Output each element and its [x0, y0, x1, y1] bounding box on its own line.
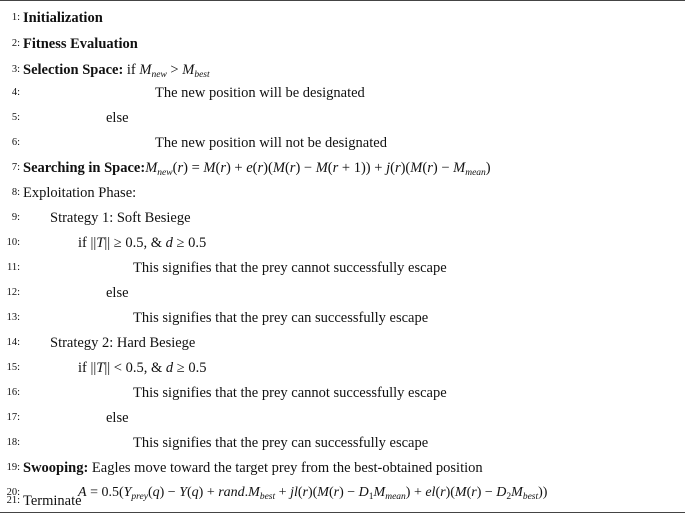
line-number: 5: — [11, 112, 20, 123]
condition-formula: ||T|| < 0.5, & d ≥ 0.5 — [90, 360, 207, 376]
keyword: if — [126, 62, 136, 78]
step-text: else — [106, 285, 129, 301]
swooping-formula: $A = 0.5(Y_{prey}(q) - Y(q)$ + $rand.M_{best} + jl(r)(M(r) - D_1M_{mean}) + el(r)(M(r) - D_2M_{best})$) — [78, 485, 548, 502]
keyword: if — [78, 235, 87, 251]
step-text: else — [106, 410, 129, 426]
step-text: Exploitation Phase: — [23, 185, 137, 201]
step-text: This signifies that the prey cannot successfully escape — [133, 260, 447, 276]
step-text: else — [106, 110, 129, 126]
line-number: 9: — [11, 212, 20, 223]
step-text: The new position will not be designated — [155, 135, 387, 151]
line-number: 19: — [6, 462, 20, 473]
line-number: 7: — [11, 162, 20, 173]
step-heading: Searching in Space: — [23, 160, 146, 176]
line-number: 14: — [6, 337, 20, 348]
step-text: This signifies that the prey can successfully escape — [133, 310, 429, 326]
line-number: 4: — [11, 87, 20, 98]
step-text: Eagles move toward the target prey from the best-obtained position — [91, 460, 483, 476]
top-rule — [0, 0, 685, 1]
condition-formula: ||T|| ≥ 0.5, & d ≥ 0.5 — [90, 235, 207, 251]
step-text: This signifies that the prey can successfully escape — [133, 435, 429, 451]
line-number: 12: — [6, 287, 20, 298]
line-number: 13: — [6, 312, 20, 323]
condition-formula: $M_{new} > M_{best}$ — [139, 62, 210, 80]
step-text: Terminate — [23, 493, 82, 509]
search-formula: $M_{new}(r) = M(r) + e(r)(M(r) - M(r + 1)) + j(r)(M(r) - M_{mean})$ — [145, 160, 491, 178]
step-heading: Selection Space: — [23, 62, 124, 78]
line-number: 17: — [6, 412, 20, 423]
step-content — [23, 457, 483, 479]
line-number: 10: — [6, 237, 20, 248]
line-number: 8: — [11, 187, 20, 198]
line-number: 2: — [11, 38, 20, 49]
line-number: 1: — [11, 12, 20, 23]
line-number: 18: — [6, 437, 20, 448]
step-content — [23, 157, 491, 179]
step-heading: Fitness Evaluation — [23, 36, 138, 52]
line-number: 21: — [6, 495, 20, 506]
line-number: 16: — [6, 387, 20, 398]
step-content — [23, 59, 210, 81]
line-number: 6: — [11, 137, 20, 148]
line-number: 20: — [6, 487, 20, 498]
step-text: Strategy 2: Hard Besiege — [50, 335, 196, 351]
line-number: 11: — [6, 262, 20, 273]
line-number: 15: — [6, 362, 20, 373]
line-number: 3: — [11, 64, 20, 75]
step-content — [78, 357, 206, 379]
keyword: if — [78, 360, 87, 376]
step-text: Strategy 1: Soft Besiege — [50, 210, 191, 226]
step-text: The new position will be designated — [155, 85, 365, 101]
step-heading: Initialization — [23, 10, 103, 26]
step-content — [78, 232, 206, 254]
step-heading: Swooping: — [23, 460, 89, 476]
step-text: This signifies that the prey cannot successfully escape — [133, 385, 447, 401]
